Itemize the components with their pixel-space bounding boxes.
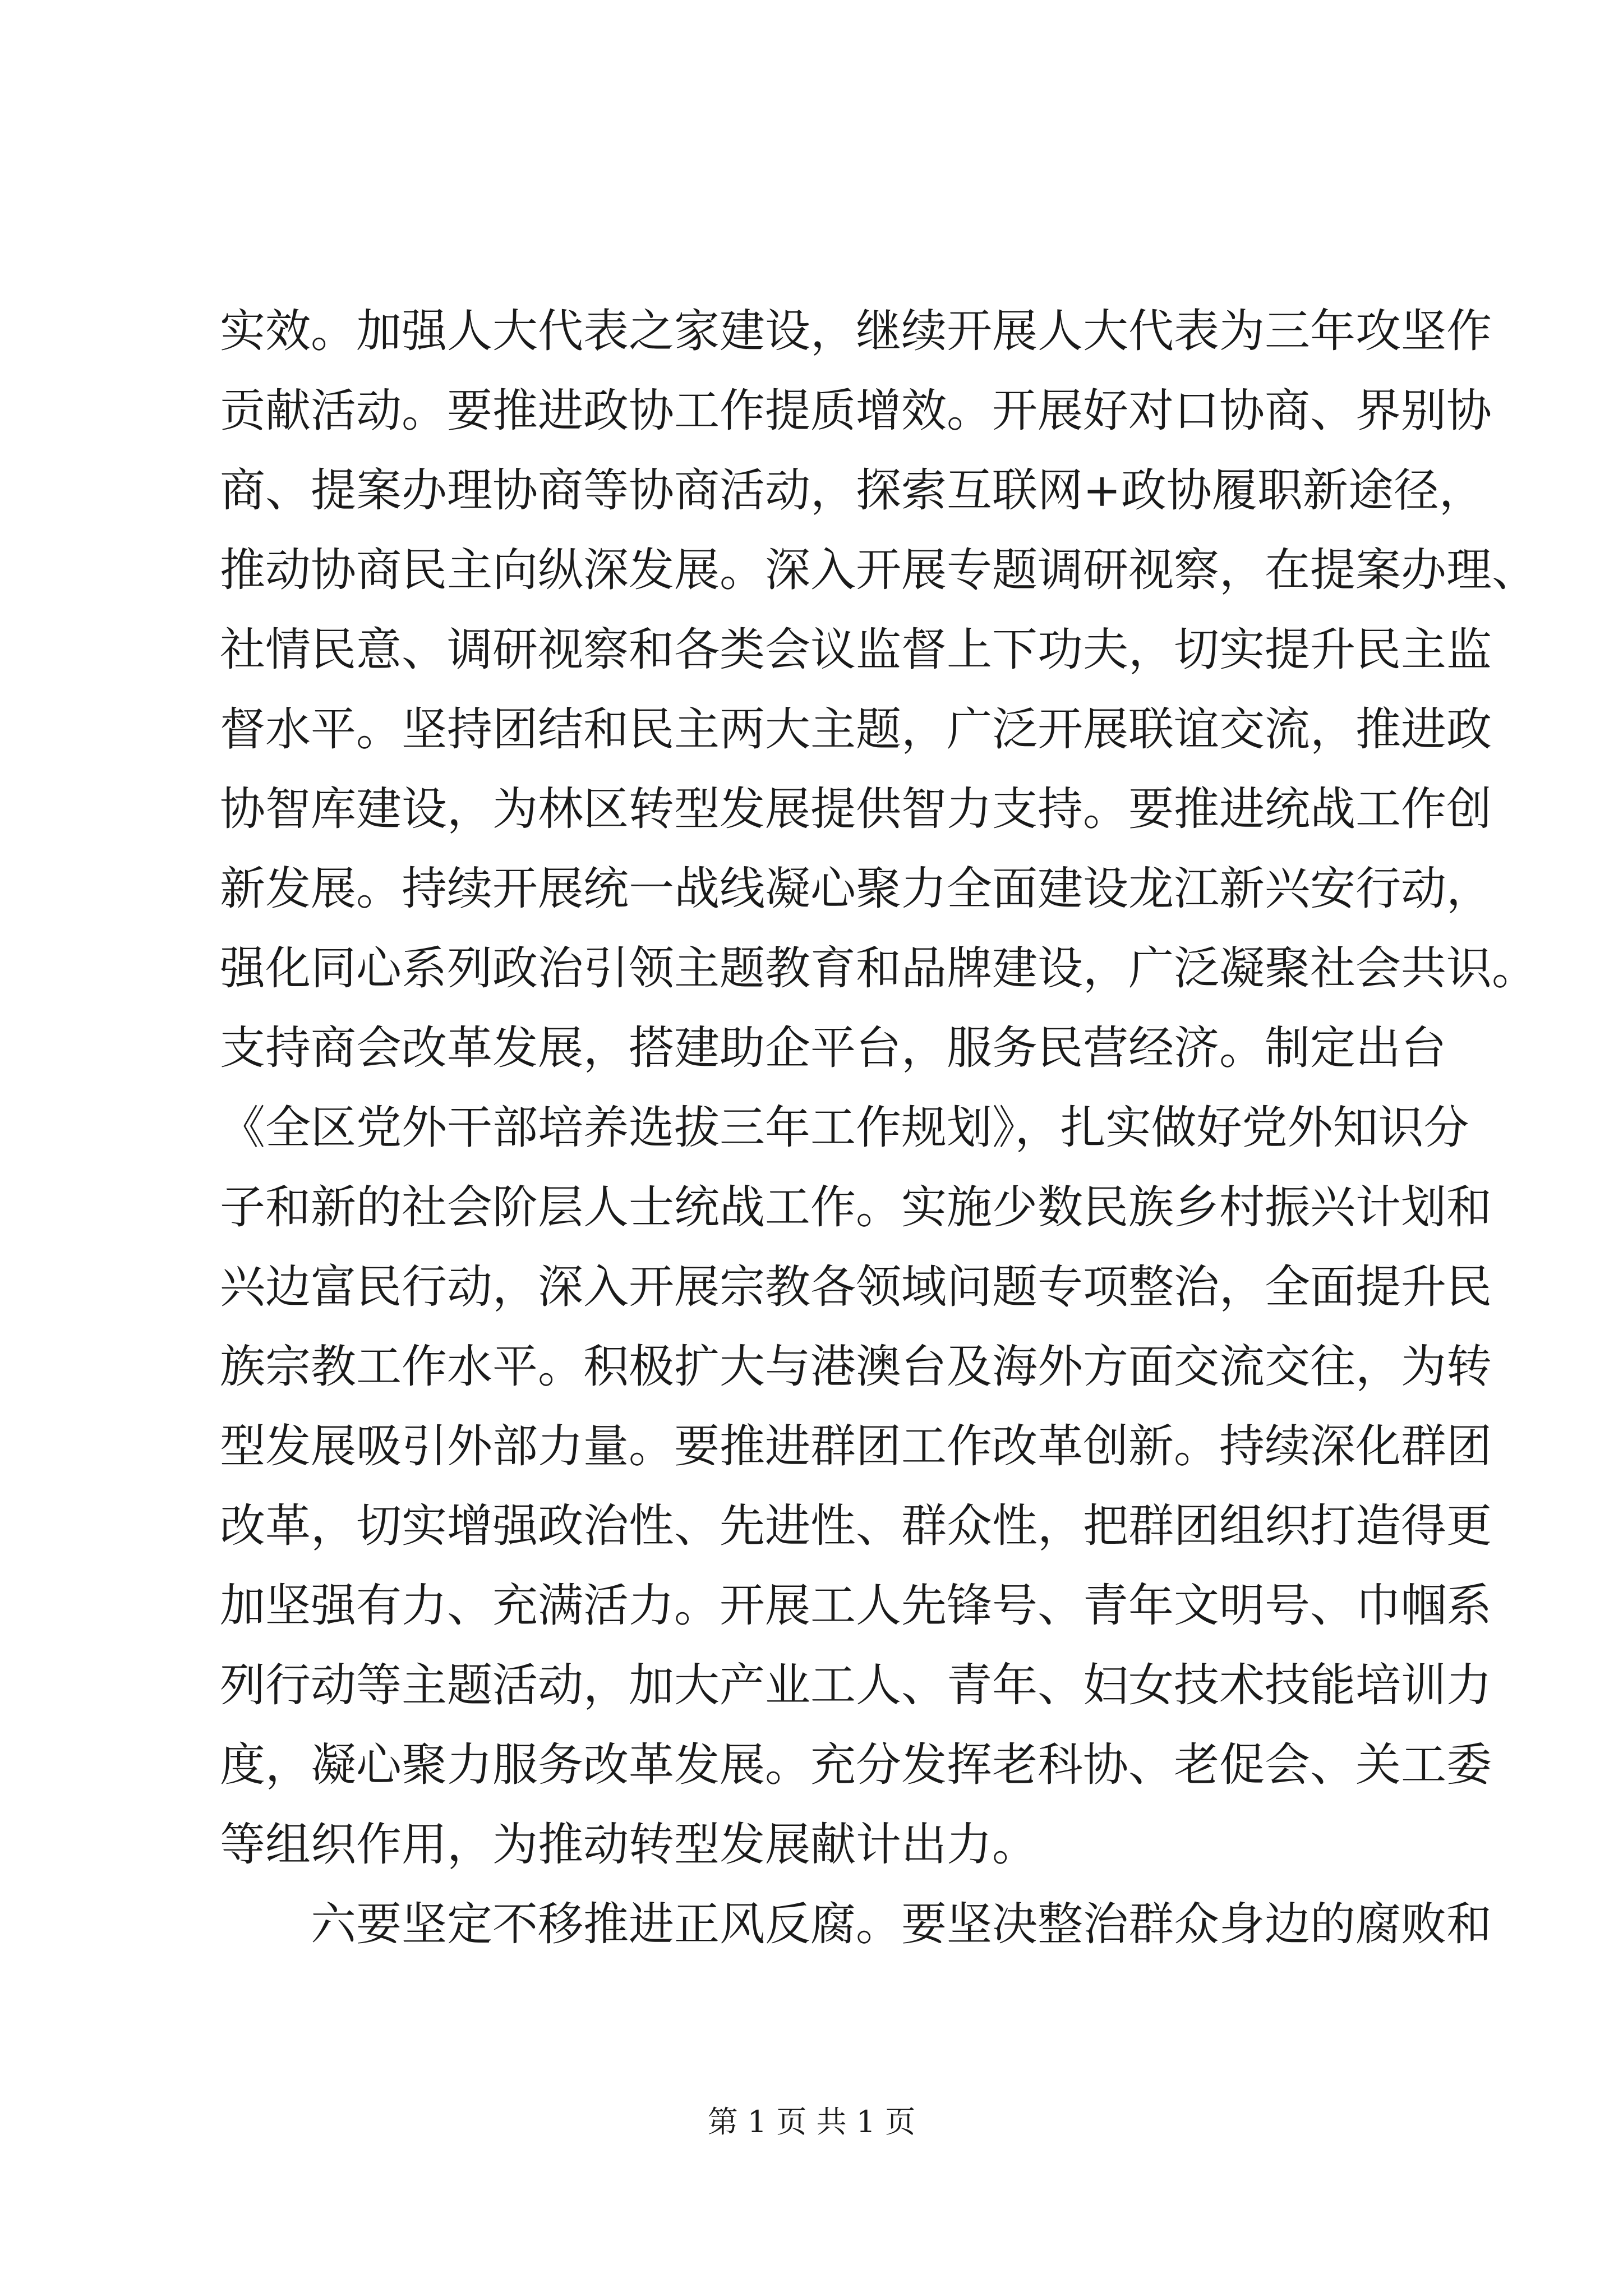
text-line: 《全区党外干部培养选拔三年工作规划》，扎实做好党外知识分 [220, 1102, 1469, 1154]
text-line: 等组织作用，为推动转型发展献计出力。 [220, 1819, 1038, 1871]
text-line: 新发展。持续开展统一战线凝心聚力全面建设龙江新兴安行动， [220, 863, 1492, 915]
text-line: 改革，切实增强政治性、先进性、群众性，把群团组织打造得更 [220, 1500, 1492, 1553]
text-line: 督水平。坚持团结和民主两大主题，广泛开展联谊交流，推进政 [220, 703, 1492, 756]
text-line: 强化同心系列政治引领主题教育和品牌建设，广泛凝聚社会共识。 [220, 942, 1538, 995]
text-line: 加坚强有力、充满活力。开展工人先锋号、青年文明号、巾帼系 [220, 1580, 1492, 1632]
page-number-label: 第 1 页 共 1 页 [707, 2104, 916, 2139]
text-line: 兴边富民行动，深入开展宗教各领域问题专项整治，全面提升民 [220, 1261, 1492, 1314]
text-line: 支持商会改革发展，搭建助企平台，服务民营经济。制定出台 [220, 1022, 1447, 1075]
paragraph-start-line: 六要坚定不移推进正风反腐。要坚决整治群众身边的腐败和 [311, 1898, 1492, 1951]
text-line: 商、提案办理协商等协商活动，探索互联网+政协履职新途径， [220, 464, 1484, 517]
body-text [220, 292, 1538, 1964]
text-line: 协智库建设，为林区转型发展提供智力支持。要推进统战工作创 [220, 783, 1492, 836]
text-line: 子和新的社会阶层人士统战工作。实施少数民族乡村振兴计划和 [220, 1181, 1492, 1234]
text-line: 实效。加强人大代表之家建设，继续开展人大代表为三年攻坚作 [220, 305, 1492, 358]
text-line: 列行动等主题活动，加大产业工人、青年、妇女技术技能培训力 [220, 1659, 1492, 1712]
text-line: 型发展吸引外部力量。要推进群团工作改革创新。持续深化群团 [220, 1420, 1492, 1473]
text-line: 推动协商民主向纵深发展。深入开展专题调研视察，在提案办理、 [220, 544, 1538, 597]
text-line: 度，凝心聚力服务改革发展。充分发挥老科协、老促会、关工委 [220, 1739, 1492, 1792]
page-footer [0, 2098, 1623, 2141]
text-line: 贡献活动。要推进政协工作提质增效。开展好对口协商、界别协 [220, 385, 1492, 438]
text-line: 族宗教工作水平。积极扩大与港澳台及海外方面交流交往，为转 [220, 1341, 1492, 1393]
text-line: 社情民意、调研视察和各类会议监督上下功夫，切实提升民主监 [220, 624, 1492, 677]
